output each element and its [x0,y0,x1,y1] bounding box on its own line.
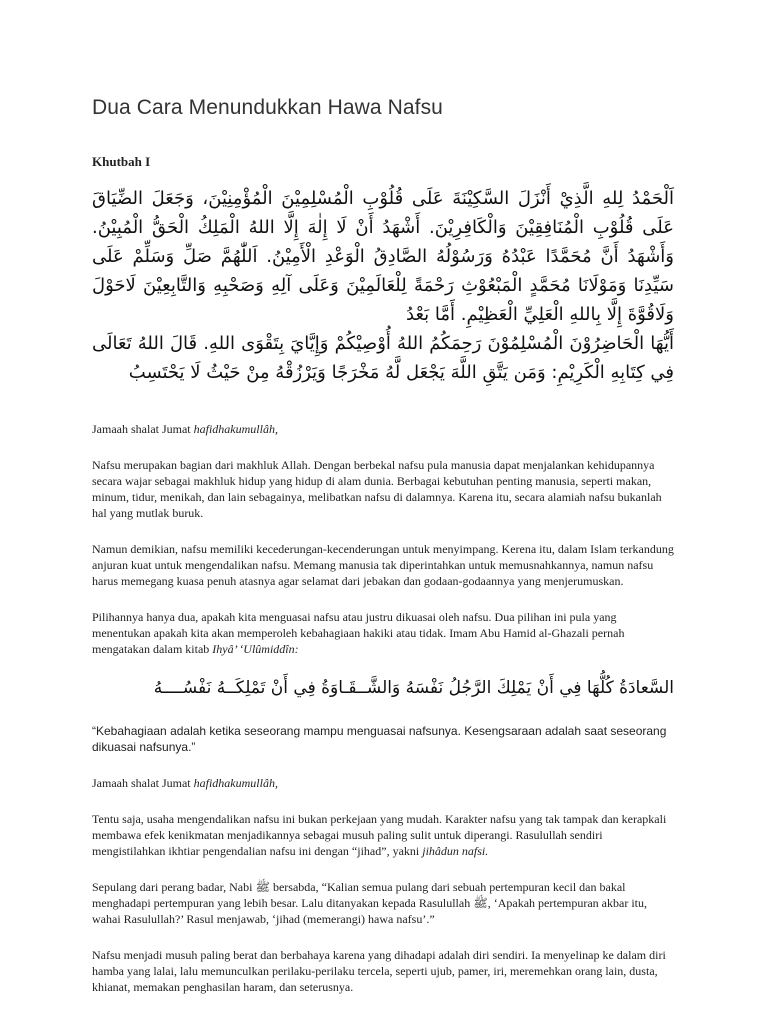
paragraph-3-text: Pilihannya hanya dua, apakah kita menguasai nafsu atau justru dikuasai oleh nafsu. Dua pilihan ini pula yang menentukan apakah kita akan memperoleh kebahagiaan hakiki atau tidak. Imam Abu Hamid al-Ghazali pernah mengatakan dalam kitab [92,610,625,656]
quote-translation: “Kebahagiaan adalah ketika seseorang mampu menguasai nafsunya. Kesengsaraan adalah saat seseorang dikuasai nafsunya.” [92,724,667,754]
page-title: Dua Cara Menundukkan Hawa Nafsu [92,96,443,119]
arabic-opening-exhortation: أَيُّهَا الْحَاضِرُوْنَ الْمُسْلِمُوْنَ رَحِمَكُمُ اللهُ أُوْصِيْكُمْ وَإِيَّايَ بِتَقْوَى اللهِ. قَالَ اللهُ تَعَالَى فِي كِتَابِهِ الْكَرِيْمِ: وَمَن يَتَّقِ اللَّهَ يَجْعَل لَّهُ مَخْرَجًا وَيَرْزُقْهُ مِنْ حَيْثُ لَا يَحْتَسِبُ [92,333,674,383]
greeting-italic: hafidhakumullâh, [193,422,278,436]
paragraph-4 [92,811,674,859]
document-content [92,96,674,1015]
paragraph-2: Namun demikian, nafsu memiliki kecederungan-kecenderungan untuk menyimpang. Kerena itu, dalam Islam terkandung anjuran kuat untuk mengendalikan nafsu. Memang manusia tak diperintahkan untuk memusnahkannya, namun nafsu harus memegang kuasa penuh atasnya agar selamat dari jebakan dan godaan-godaannya yang menjerumuskan. [92,542,674,588]
greeting-text: Jamaah shalat Jumat [92,422,194,436]
greeting-paragraph-2 [92,775,674,791]
greeting-italic-2: hafidhakumullâh, [193,776,278,790]
paragraph-4-text: Tentu saja, usaha mengendalikan nafsu ini bukan perkejaan yang mudah. Karakter nafsu yang tak tampak dan kerapkali membawa efek kenikmatan menjadikannya sebagai musuh paling sulit untuk diperangi. Rasulullah sendiri mengistilahkan ikhtiar pengendalian nafsu ini dengan “jihad”, yakni [92,812,667,858]
greeting-text-2: Jamaah shalat Jumat [92,776,194,790]
paragraph-1: Nafsu merupakan bagian dari makhluk Allah. Dengan berbekal nafsu pula manusia dapat menjalankan kehidupannya secara wajar sebagai makhluk hidup yang hidup di alam dunia. Berbagai kebutuhan penting manusia, seperti makan, minum, tidur, menikah, dan lain sebagainya, melibatkan nafsu di dalamnya. Karena itu, secara alamiah nafsu bukanlah hal yang mutlak buruk. [92,458,662,520]
arabic-opening-praise: اَلْحَمْدُ لِلهِ الَّذِيْ أَنْزَلَ السَّكِيْنَةَ عَلَى قُلُوْبِ الْمُسْلِمِيْنَ الْمُؤْمِنِيْنَ، وَجَعَلَ الضِّيَاقَ عَلَى قُلُوْبِ الْمُنَافِقِيْنَ وَالْكَافِرِيْنَ. أَشْهَدُ أَنْ لَا إِلٰهَ إِلَّا اللهُ الْمَلِكُ الْحَقُّ الْمُبِيْنُ. وَأَشْهَدُ أَنَّ مُحَمَّدًا عَبْدُهُ وَرَسُوْلُهُ الصَّادِقُ الْوَعْدِ الْأَمِيْنُ. اَللّٰهُمَّ صَلِّ وَسَلِّمْ عَلَى سَيِّدِنَا وَمَوْلَانَا مُحَمَّدٍ الْمَبْعُوْثِ رَحْمَةً لِلْعَالَمِيْنَ وَعَلَى آلِهِ وَصَحْبِهِ وَالتَّابِعِيْنَ لَاحَوْلَ وَلَاقُوَّةَ إِلَّا بِاللهِ الْعَلِيِّ الْعَظِيْمِ. أَمَّا بَعْدُ [92,188,674,325]
section-subtitle: Khutbah I [92,154,151,169]
paragraph-6: Nafsu menjadi musuh paling berat dan berbahaya karena yang dihadapi adalah diri sendiri. Ia menyelinap ke dalam diri hamba yang lalai, lalu memunculkan perilaku-perilaku tercela, seperti ujub, pamer, iri, meremehkan orang lain, dusta, khianat, memakan penghasilan haram, dan seterusnya. [92,948,666,994]
greeting-paragraph [92,421,674,437]
arabic-quote: السَّعادَةُ كُلُّهَا فِي أَنْ يَمْلِكَ الرَّجُلُ نَفْسَهُ وَالشَّــقَـاوَةُ فِي أَنْ تَمْلِكَــهُ نَفْسُــــهُ [153,678,674,698]
paragraph-5: Sepulang dari perang badar, Nabi ﷺ bersabda, “Kalian semua pulang dari sebuah pertempuran kecil dan bakal menghadapi pertempuran yang lebih besar. Lalu ditanyakan kepada Rasulullah ﷺ, ‘Apakah pertempuran akbar itu, wahai Rasulullah?’ Rasul menjawab, ‘jihad (memerangi) hawa nafsu’.” [92,880,647,926]
jihad-term: jihâdun nafsi. [422,844,489,858]
paragraph-3 [92,609,674,657]
kitab-title: Ihyâ’ ‘Ulûmiddîn: [212,642,299,656]
